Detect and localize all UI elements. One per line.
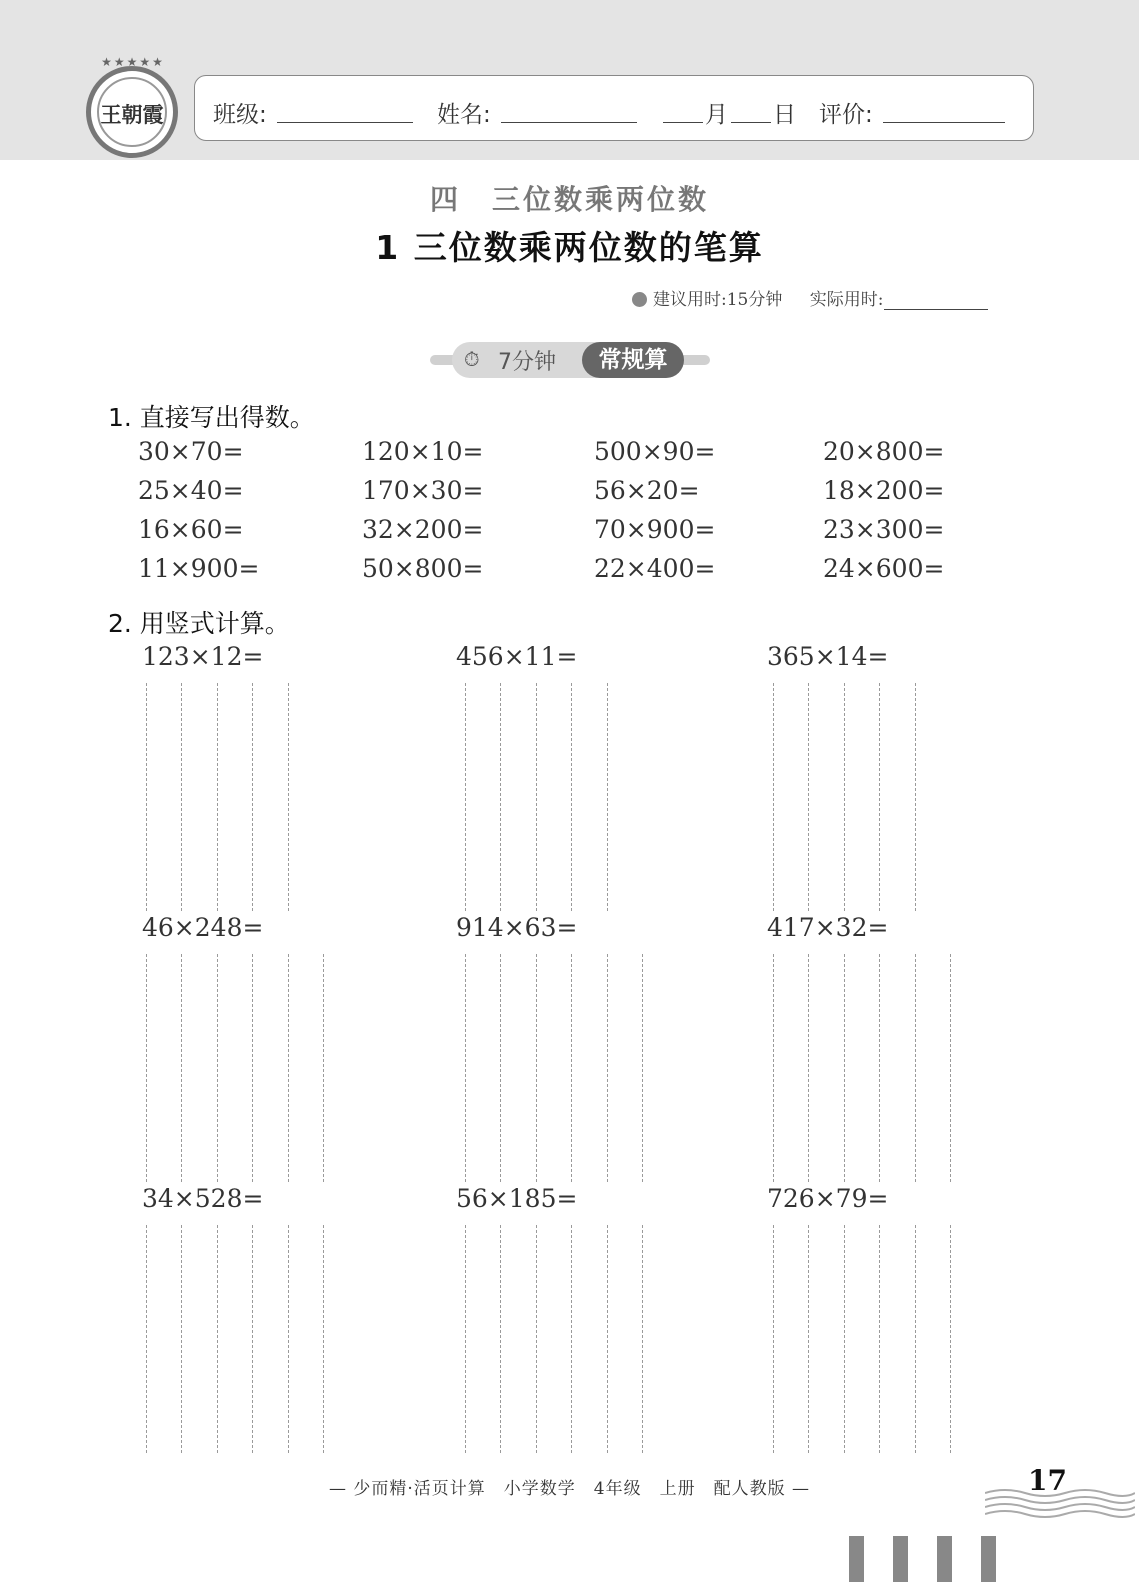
unit-title: 四 三位数乘两位数 bbox=[429, 183, 709, 216]
written-problem: 417×32= bbox=[767, 913, 889, 942]
work-area[interactable] bbox=[146, 1225, 326, 1453]
day-label: 日 bbox=[773, 102, 796, 128]
banner-tag: 常规算 bbox=[582, 342, 684, 378]
oral-problem: 56×20= bbox=[594, 476, 700, 505]
oral-problem: 70×900= bbox=[594, 515, 716, 544]
timing-line bbox=[632, 285, 988, 310]
oral-problem: 23×300= bbox=[823, 515, 945, 544]
written-problem: 56×185= bbox=[456, 1184, 578, 1213]
written-problem: 46×248= bbox=[142, 913, 264, 942]
stopwatch-icon: ⏱ bbox=[464, 347, 480, 371]
oral-problem: 11×900= bbox=[138, 554, 260, 583]
oral-problem: 50×800= bbox=[362, 554, 484, 583]
oral-problem: 32×200= bbox=[362, 515, 484, 544]
lesson-title: 1 三位数乘两位数的笔算 bbox=[375, 228, 764, 267]
section1-title: 1. 直接写出得数。 bbox=[108, 403, 315, 432]
work-area[interactable] bbox=[465, 1225, 645, 1453]
suggested-time: 建议用时:15分钟 bbox=[653, 290, 783, 310]
oral-problem: 500×90= bbox=[594, 437, 716, 466]
edge-tick bbox=[937, 1536, 952, 1582]
month-label: 月 bbox=[705, 102, 728, 128]
edge-tick bbox=[849, 1536, 864, 1582]
oral-problem: 16×60= bbox=[138, 515, 244, 544]
section2-title: 2. 用竖式计算。 bbox=[108, 609, 290, 638]
name-label: 姓名: bbox=[437, 102, 491, 128]
written-problem: 365×14= bbox=[767, 642, 889, 671]
class-field[interactable] bbox=[277, 96, 413, 123]
oral-problem: 120×10= bbox=[362, 437, 484, 466]
edge-tick bbox=[981, 1536, 996, 1582]
logo-stars-icon: ★★★★★ bbox=[101, 55, 165, 69]
oral-problem: 30×70= bbox=[138, 437, 244, 466]
footer-text: — 少而精·活页计算 小学数学 4年级 上册 配人教版 — bbox=[328, 1479, 811, 1499]
eval-field[interactable] bbox=[883, 96, 1005, 123]
month-field[interactable] bbox=[663, 96, 703, 123]
oral-problem: 170×30= bbox=[362, 476, 484, 505]
written-problem: 726×79= bbox=[767, 1184, 889, 1213]
oral-problem: 22×400= bbox=[594, 554, 716, 583]
oral-problem: 25×40= bbox=[138, 476, 244, 505]
actual-time-field[interactable] bbox=[884, 291, 988, 310]
logo-text: 王朝霞 bbox=[100, 102, 164, 127]
gear-icon bbox=[632, 292, 647, 307]
work-area[interactable] bbox=[465, 683, 645, 911]
actual-time-label: 实际用时: bbox=[809, 290, 884, 310]
work-area[interactable] bbox=[146, 683, 326, 911]
work-area[interactable] bbox=[146, 954, 326, 1182]
oral-problem: 20×800= bbox=[823, 437, 945, 466]
written-problem: 914×63= bbox=[456, 913, 578, 942]
written-problem: 456×11= bbox=[456, 642, 578, 671]
work-area[interactable] bbox=[465, 954, 645, 1182]
section-banner bbox=[430, 347, 710, 373]
work-area[interactable] bbox=[773, 1225, 953, 1453]
written-problem: 123×12= bbox=[142, 642, 264, 671]
banner-minutes: 7分钟 bbox=[498, 350, 556, 375]
work-area[interactable] bbox=[773, 683, 953, 911]
eval-label: 评价: bbox=[819, 102, 873, 128]
logo bbox=[86, 55, 178, 158]
written-problem: 34×528= bbox=[142, 1184, 264, 1213]
student-info-box bbox=[194, 75, 1034, 141]
name-field[interactable] bbox=[501, 96, 637, 123]
oral-problem: 18×200= bbox=[823, 476, 945, 505]
edge-tick bbox=[893, 1536, 908, 1582]
day-field[interactable] bbox=[731, 96, 771, 123]
class-label: 班级: bbox=[213, 102, 267, 128]
work-area[interactable] bbox=[773, 954, 953, 1182]
page-number: 17 bbox=[1028, 1464, 1067, 1497]
oral-problem: 24×600= bbox=[823, 554, 945, 583]
